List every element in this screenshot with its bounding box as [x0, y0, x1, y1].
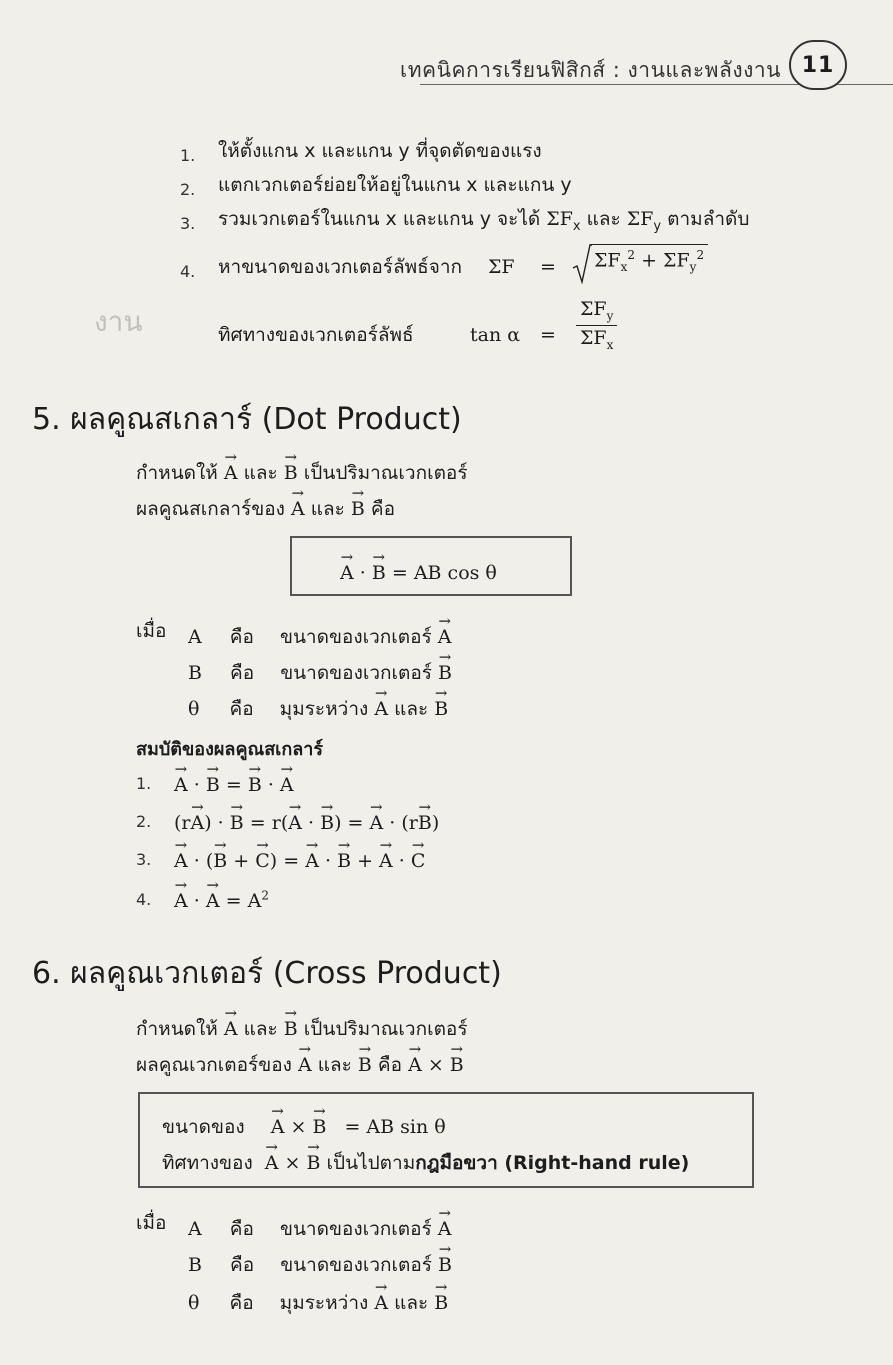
- step-number: 2.: [180, 180, 196, 199]
- page-number: 11: [789, 40, 847, 90]
- and-text: และ: [388, 1292, 435, 1314]
- def-text: มุมระหว่าง: [279, 698, 375, 720]
- step-text: ให้ตั้งแกน x และแกน y ที่จุดตัดของแรง: [218, 140, 542, 162]
- dot-product-line: [136, 494, 395, 519]
- vector-b: → B: [351, 494, 365, 519]
- vector-b: → B: [434, 694, 448, 719]
- magnitude-formula: $\Sigma F_x^2 + \Sigma F_y^2$: [572, 244, 708, 273]
- def-keyword: คือ: [230, 662, 255, 684]
- product-text: ผลคูณเวกเตอร์ของ: [136, 1054, 298, 1076]
- sub-x: x: [572, 218, 581, 234]
- product-text: คือ: [371, 1054, 403, 1076]
- direction-label: ทิศทางของ: [162, 1152, 253, 1174]
- property-formula: → A · → B = → B · → A: [174, 770, 294, 795]
- section-heading-dot-product: 5. ผลคูณสเกลาร์ (Dot Product): [32, 402, 462, 437]
- equals-sign: =: [540, 324, 556, 346]
- vector-a: → A: [224, 1014, 238, 1039]
- vector-a: → A: [340, 558, 354, 583]
- magnitude-label: ขนาดของ: [162, 1116, 245, 1138]
- def-keyword: คือ: [230, 1254, 255, 1276]
- def-symbol: A: [188, 1218, 202, 1240]
- def-row: A คือ ขนาดของเวกเตอร์ → A: [188, 1214, 452, 1239]
- product-text: ผลคูณสเกลาร์ของ: [136, 498, 291, 520]
- step-text: หาขนาดของเวกเตอร์ลัพธ์จาก: [218, 256, 463, 278]
- vector-b: → B: [438, 658, 452, 683]
- def-keyword: คือ: [229, 698, 254, 720]
- magnitude-rhs: = AB sin θ: [344, 1116, 446, 1138]
- properties-heading: สมบัติของผลคูณสเกลาร์: [136, 739, 324, 760]
- header-title: เทคนิคการเรียนฟิสิกส์ : งานและพลังงาน: [400, 58, 781, 82]
- equals-sign: =: [540, 256, 556, 278]
- direction-fraction: $\frac{\Sigma F_y}{\Sigma F_x}$: [576, 300, 617, 351]
- direction-lhs: tan α: [470, 324, 521, 346]
- dot-given-line: [136, 458, 468, 483]
- given-text: เป็นปริมาณเวกเตอร์: [297, 462, 468, 484]
- property-number: 4.: [136, 890, 152, 909]
- and-text: และ: [237, 1018, 284, 1040]
- cross-direction-line: ทิศทางของ → A × → B เป็นไปตามกฎมือขวา (Right-hand rule): [162, 1148, 689, 1173]
- property-number: 2.: [136, 812, 152, 831]
- where-label: เมื่อ: [136, 620, 167, 642]
- sum-x: ΣF: [546, 208, 573, 230]
- def-row: B คือ ขนาดของเวกเตอร์ → B: [188, 1250, 452, 1275]
- step-text: แตกเวกเตอร์ย่อยให้อยู่ในแกน x และแกน y: [218, 174, 572, 196]
- def-keyword: คือ: [229, 626, 254, 648]
- def-text: ขนาดของเวกเตอร์: [279, 1218, 438, 1240]
- def-symbol: B: [188, 662, 202, 684]
- cross-magnitude-line: ขนาดของ → A × → B = AB sin θ: [162, 1112, 446, 1137]
- def-row: θ คือ มุมระหว่าง → A และ → B: [188, 1288, 448, 1313]
- step-number: 1.: [180, 146, 196, 165]
- sum-y: ΣF: [626, 208, 654, 230]
- def-row: [188, 658, 452, 683]
- def-keyword: คือ: [229, 1218, 254, 1240]
- def-text: ขนาดของเวกเตอร์: [279, 626, 438, 648]
- and-text: และ: [304, 498, 351, 520]
- def-symbol: A: [188, 626, 202, 648]
- resultant-lhs: ΣF: [488, 256, 515, 278]
- def-symbol: θ: [188, 698, 200, 720]
- def-text: ขนาดของเวกเตอร์: [280, 662, 439, 684]
- vector-b: → B: [284, 458, 298, 483]
- property-formula: (r→ A) · → B = r(→ A · → B) = → A · (r→ B): [174, 808, 439, 833]
- def-row: [188, 622, 452, 647]
- cross-product-line: ผลคูณเวกเตอร์ของ → A และ → B คือ → A × → B: [136, 1050, 464, 1075]
- page-header: [0, 40, 893, 96]
- def-symbol: B: [188, 1254, 202, 1276]
- and-text: และ: [388, 698, 435, 720]
- def-text: ขนาดของเวกเตอร์: [280, 1254, 439, 1276]
- where-label: เมื่อ: [136, 1212, 167, 1234]
- step-number: 3.: [180, 214, 196, 233]
- step-text-part: ตามลำดับ: [661, 208, 750, 230]
- given-text: กำหนดให้: [136, 462, 224, 484]
- property-formula: → A · → $A = A^2$: [174, 886, 269, 911]
- direction-text: ทิศทางของเวกเตอร์ลัพธ์: [218, 324, 414, 346]
- direction-text: เป็นไปตาม: [320, 1152, 416, 1174]
- property-number: 1.: [136, 774, 152, 793]
- def-row: [188, 694, 448, 719]
- vector-b: → B: [372, 558, 386, 583]
- vector-a: → A: [438, 622, 452, 647]
- given-text: กำหนดให้: [136, 1018, 224, 1040]
- sub-y: y: [653, 218, 662, 234]
- given-text: เป็นปริมาณเวกเตอร์: [297, 1018, 468, 1040]
- right-hand-rule: กฎมือขวา (Right-hand rule): [415, 1152, 690, 1174]
- cross-given-line: [136, 1014, 468, 1039]
- vector-a: → A: [374, 694, 388, 719]
- product-text: คือ: [364, 498, 396, 520]
- step-text: [218, 210, 749, 233]
- vector-a: → A: [224, 458, 238, 483]
- def-text: มุมระหว่าง: [279, 1292, 375, 1314]
- def-keyword: คือ: [229, 1292, 254, 1314]
- vector-b: → B: [284, 1014, 298, 1039]
- and-text: และ: [237, 462, 284, 484]
- bleed-through-text: งาน: [94, 305, 143, 338]
- def-symbol: θ: [188, 1292, 200, 1314]
- step-text-and: และ: [580, 208, 627, 230]
- property-number: 3.: [136, 850, 152, 869]
- dot-formula: → A · → B = AB cos θ: [340, 558, 497, 583]
- property-formula: → A · (→ B + → C) = → A · → B + → A · → C: [174, 846, 425, 871]
- step-text-part: รวมเวกเตอร์ในแกน x และแกน y จะได้: [218, 208, 547, 230]
- and-text: และ: [311, 1054, 358, 1076]
- dot-formula-rhs: = AB cos θ: [391, 562, 497, 584]
- section-heading-cross-product: 6. ผลคูณเวกเตอร์ (Cross Product): [32, 956, 502, 991]
- vector-a: → A: [291, 494, 305, 519]
- step-number: 4.: [180, 262, 196, 281]
